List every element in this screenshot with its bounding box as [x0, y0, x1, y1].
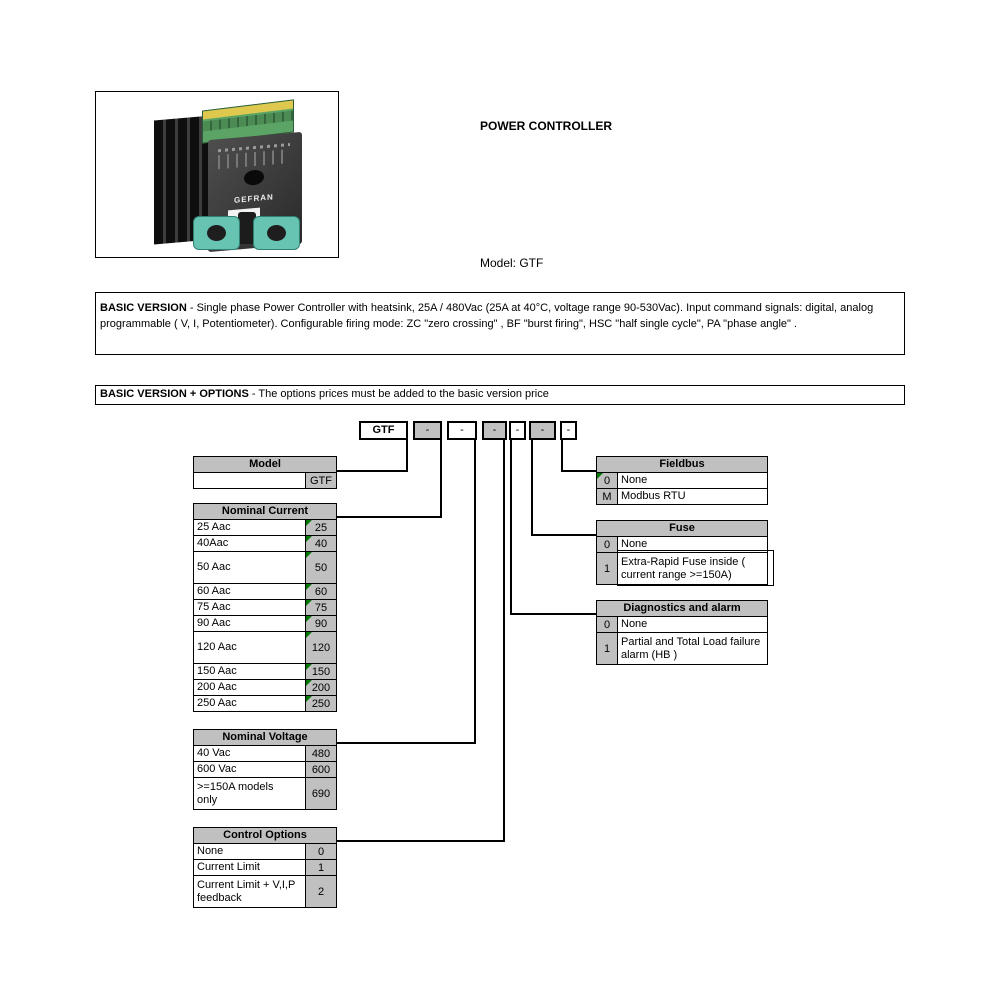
row-label: 60 Aac — [194, 584, 306, 599]
order-code-box-control: - — [482, 421, 507, 440]
table-header: Fieldbus — [597, 457, 767, 473]
row-code — [306, 616, 336, 631]
comment-marker-icon — [306, 632, 312, 638]
row-code: M — [597, 489, 618, 504]
row-code — [306, 536, 336, 551]
basic-version-box — [95, 292, 905, 355]
order-code-box-model: GTF — [359, 421, 408, 440]
product-photo — [95, 91, 339, 258]
comment-marker-icon — [597, 473, 603, 479]
row-code — [306, 632, 336, 663]
row-label — [194, 473, 306, 488]
row-label: 250 Aac — [194, 696, 306, 711]
panel-hole — [244, 169, 264, 186]
table-header: Control Options — [194, 828, 336, 844]
bottom-terminal-right — [253, 216, 300, 250]
row-code-text: 120 — [311, 641, 331, 654]
row-code: 600 — [306, 762, 336, 777]
connector-line — [337, 742, 476, 744]
row-label: Current Limit — [194, 860, 306, 875]
row-label: Extra-Rapid Fuse inside ( current range >=150A) — [618, 553, 767, 584]
table-header: Diagnostics and alarm — [597, 601, 767, 617]
row-code — [306, 680, 336, 695]
connector-line — [561, 440, 563, 472]
table-row — [194, 473, 336, 488]
row-code-text: 75 — [314, 601, 328, 614]
panel-markings — [218, 149, 290, 169]
row-label: None — [618, 473, 767, 488]
order-code-box-diagnostics: - — [509, 421, 526, 440]
terminal-hole — [267, 225, 286, 241]
nominal-current-table — [193, 503, 337, 712]
brand-logo: GEFRAN — [234, 192, 274, 205]
connector-line — [337, 516, 442, 518]
row-label: 150 Aac — [194, 664, 306, 679]
connector-line — [510, 440, 512, 615]
basic-version-label: BASIC VERSION — [100, 302, 187, 314]
table-row — [194, 664, 336, 680]
control-options-table — [193, 827, 337, 908]
row-code — [306, 584, 336, 599]
row-code: 0 — [597, 537, 618, 552]
row-label: 120 Aac — [194, 632, 306, 663]
order-code-box-fuse: - — [529, 421, 556, 440]
row-label: Current Limit + V,I,P feedback — [194, 876, 306, 907]
connector-line — [406, 440, 408, 472]
row-label: 200 Aac — [194, 680, 306, 695]
fuse-row-highlight-outline — [617, 550, 774, 586]
table-row — [194, 860, 336, 876]
row-code-text: 200 — [311, 681, 331, 694]
row-label: None — [194, 844, 306, 859]
model-label: Model: GTF — [480, 256, 544, 270]
row-label: None — [618, 537, 767, 552]
comment-marker-icon — [306, 536, 312, 542]
row-label: 50 Aac — [194, 552, 306, 583]
connector-line — [561, 470, 596, 472]
row-code: 1 — [597, 633, 618, 664]
comment-marker-icon — [306, 520, 312, 526]
table-header: Model — [194, 457, 336, 473]
table-header: Nominal Voltage — [194, 730, 336, 746]
table-row — [194, 552, 336, 584]
table-row — [194, 778, 336, 809]
order-code-box-fieldbus: - — [560, 421, 577, 440]
row-code-text: 60 — [314, 585, 328, 598]
row-code-text: 150 — [311, 665, 331, 678]
connector-line — [440, 440, 442, 518]
table-header: Nominal Current — [194, 504, 336, 520]
row-label: 40Aac — [194, 536, 306, 551]
connector-line — [531, 534, 596, 536]
nominal-voltage-table — [193, 729, 337, 810]
row-code: 690 — [306, 778, 336, 809]
fieldbus-table — [596, 456, 768, 505]
row-code: GTF — [306, 473, 336, 488]
row-code: 0 — [306, 844, 336, 859]
table-row — [194, 600, 336, 616]
row-code-text: 50 — [314, 561, 328, 574]
table-row — [597, 473, 767, 489]
table-row — [597, 489, 767, 504]
basic-version-text: - Single phase Power Controller with heatsink, 25A / 480Vac (25A at 40°C, voltage range 90-530Vac). Input command signals: digital, analog programmable ( V, I, Potentiometer). Configurable firing mode: ZC "zero crossing" , BF "burst firing", HSC "half single cycle", PA "phase angle" . — [100, 302, 874, 330]
table-row — [194, 746, 336, 762]
table-header: Fuse — [597, 521, 767, 537]
table-row — [194, 584, 336, 600]
row-label: None — [618, 617, 767, 632]
terminal-hole — [207, 225, 226, 241]
row-code — [306, 520, 336, 535]
row-code — [597, 473, 618, 488]
row-label: 90 Aac — [194, 616, 306, 631]
bottom-terminal-left — [193, 216, 240, 250]
row-code: 1 — [597, 553, 618, 584]
row-code — [306, 552, 336, 583]
table-row — [194, 876, 336, 907]
model-table — [193, 456, 337, 489]
comment-marker-icon — [306, 600, 312, 606]
row-code — [306, 600, 336, 615]
options-banner-text: - The options prices must be added to the basic version price — [248, 388, 549, 400]
comment-marker-icon — [306, 552, 312, 558]
comment-marker-icon — [306, 696, 312, 702]
diagnostics-table — [596, 600, 768, 665]
connector-line — [510, 613, 596, 615]
comment-marker-icon — [306, 680, 312, 686]
connector-line — [337, 470, 408, 472]
connector-line — [337, 840, 505, 842]
row-label: 600 Vac — [194, 762, 306, 777]
table-row — [194, 762, 336, 778]
row-code: 2 — [306, 876, 336, 907]
row-code: 1 — [306, 860, 336, 875]
table-row — [597, 617, 767, 633]
row-code — [306, 696, 336, 711]
row-label: >=150A models only — [194, 778, 306, 809]
options-banner-label: BASIC VERSION + OPTIONS — [100, 388, 249, 400]
table-row — [194, 616, 336, 632]
row-label: Partial and Total Load failure alarm (HB ) — [618, 633, 767, 664]
row-code: 480 — [306, 746, 336, 761]
connector-line — [474, 440, 476, 744]
table-row — [194, 680, 336, 696]
row-code-text: 25 — [314, 521, 328, 534]
comment-marker-icon — [306, 616, 312, 622]
row-code-text: 40 — [314, 537, 328, 550]
order-code-box-current: - — [413, 421, 442, 440]
row-code-text: 250 — [311, 697, 331, 710]
table-row — [194, 520, 336, 536]
connector-line — [503, 440, 505, 842]
table-row — [597, 633, 767, 664]
table-row — [194, 696, 336, 711]
options-banner-box — [95, 385, 905, 405]
row-code-text: 90 — [314, 617, 328, 630]
table-row — [194, 632, 336, 664]
row-code-text: 0 — [603, 474, 611, 487]
table-row — [194, 536, 336, 552]
row-label: 25 Aac — [194, 520, 306, 535]
table-row — [194, 844, 336, 860]
row-code: 0 — [597, 617, 618, 632]
comment-marker-icon — [306, 664, 312, 670]
row-label: Modbus RTU — [618, 489, 767, 504]
comment-marker-icon — [306, 584, 312, 590]
connector-line — [531, 440, 533, 536]
page-title: POWER CONTROLLER — [480, 119, 612, 133]
row-label: 40 Vac — [194, 746, 306, 761]
order-code-box-voltage: - — [447, 421, 477, 440]
row-label: 75 Aac — [194, 600, 306, 615]
row-code — [306, 664, 336, 679]
